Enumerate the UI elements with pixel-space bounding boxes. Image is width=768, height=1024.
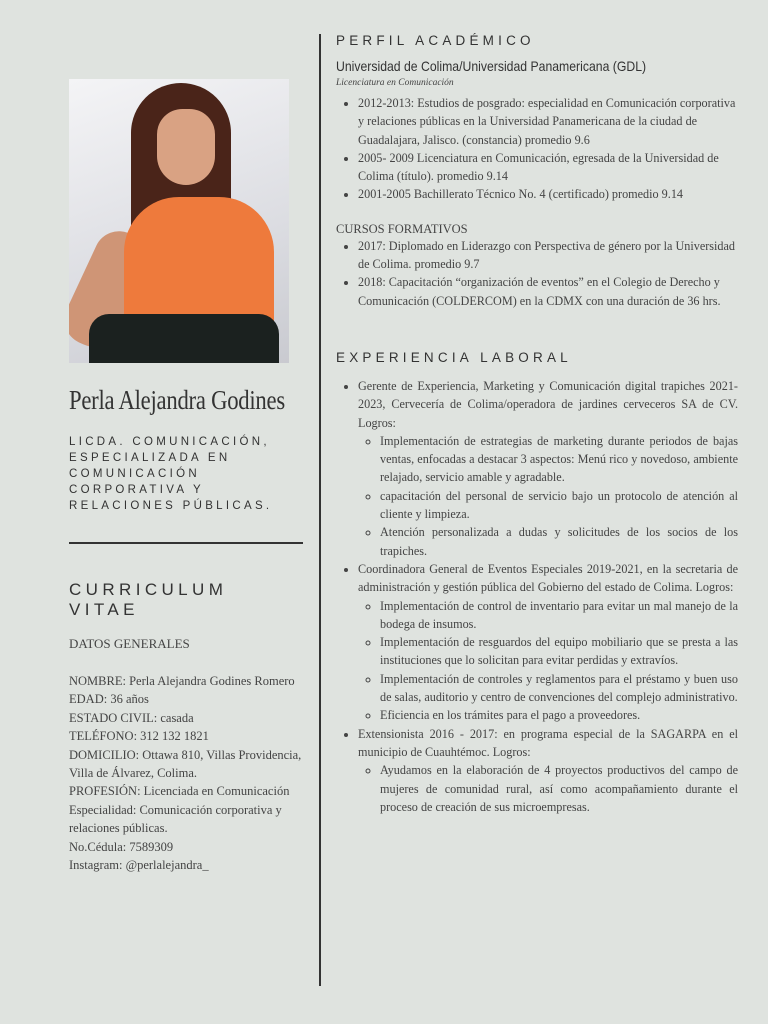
achievement-item: ◦ Implementación de controles y reglamentos para el préstamo y buen uso de salas, auditorio y centro de convenciones del complejo administrativo. xyxy=(380,670,738,707)
achievement-item: ◦ Implementación de resguardos del equipo mobiliario que se presta a las instituciones que lo solicitan para evitar perdidas y extravíos. xyxy=(380,633,738,670)
left-column xyxy=(69,79,305,874)
achievements-list xyxy=(358,761,738,816)
info-line: Instagram: @perlalejandra_ xyxy=(69,858,209,873)
profile-photo xyxy=(69,79,289,363)
achievement-item: ◦ Implementación de estrategias de marketing durante periodos de bajas ventas, enfocadas a destacar 3 aspectos: Menú rico y novedoso, ambiente relajado, servicio amable y agradable. xyxy=(380,432,738,487)
degree-name: Licenciatura en Comunicación xyxy=(336,78,454,88)
academic-heading: PERFIL ACADÉMICO xyxy=(336,33,535,48)
courses-heading: CURSOS FORMATIVOS xyxy=(336,221,468,236)
job-description: Extensionista 2016 - 2017: en programa especial de la SAGARPA en el municipio de Cuauhtémoc. Logros: xyxy=(358,726,738,759)
person-name: Perla Alejandra Godines xyxy=(69,385,285,415)
achievements-list xyxy=(358,432,738,560)
academic-list xyxy=(336,94,738,204)
info-line: DOMICILIO: Ottawa 810, Villas Providencia, Villa de Álvarez, Colima. xyxy=(69,747,302,781)
job-item xyxy=(358,377,738,560)
achievement-item: ◦ capacitación del personal de servicio bajo un protocolo de atención al cliente y limpieza. xyxy=(380,487,738,524)
general-data-heading: DATOS GENERALES xyxy=(69,636,190,651)
info-line: NOMBRE: Perla Alejandra Godines Romero xyxy=(69,674,295,688)
achievement-item: ◦ Implementación de control de inventario para evitar un mal manejo de la bodega de insumos. xyxy=(380,597,738,634)
list-item: • 2001-2005 Bachillerato Técnico No. 4 (certificado) promedio 9.14 xyxy=(358,185,738,203)
info-line: ESTADO CIVIL: casada xyxy=(69,710,194,725)
general-info xyxy=(69,672,305,874)
list-item: • 2018: Capacitación “organización de eventos” en el Colegio de Derecho y Comunicación (COLDERCOM) en la CDMX con una duración de 36 hrs. xyxy=(358,273,738,310)
achievement-item: ◦ Ayudamos en la elaboración de 4 proyectos productivos del campo de mujeres de comunidad rural, así como acompañamiento durante el proceso de creación de sus microempresas. xyxy=(380,761,738,816)
info-line: No.Cédula: 7589309 xyxy=(69,839,174,854)
info-line: PROFESIÓN: Licenciada en Comunicación xyxy=(69,784,290,799)
experience-heading: EXPERIENCIA LABORAL xyxy=(336,349,572,365)
list-item: • 2012-2013: Estudios de posgrado: especialidad en Comunicación corporativa y relaciones públicas en la Universidad Panamericana de la ciudad de Guadalajara, Jalisco. (constancia) promedio 9.6 xyxy=(358,94,738,149)
job-item xyxy=(358,560,738,725)
info-line: Especialidad: Comunicación corporativa y relaciones públicas. xyxy=(69,802,282,836)
profession-title: LICDA. COMUNICACIÓN, ESPECIALIZADA EN COMUNICACIÓN CORPORATIVA Y RELACIONES PÚBLICAS. xyxy=(69,436,273,512)
job-description: Gerente de Experiencia, Marketing y Comunicación digital trapiches 2021- 2023, Cervecería de Colima/operadora de jardines cerveceros SA de CV. Logros: xyxy=(358,378,738,430)
vertical-divider xyxy=(319,34,321,986)
info-line: TELÉFONO: 312 132 1821 xyxy=(69,729,209,744)
job-description: Coordinadora General de Eventos Especiales 2019-2021, en la secretaria de administración y gestión pública del Gobierno del estado de Colima. Logros: xyxy=(358,561,738,595)
courses-list xyxy=(336,237,738,310)
achievement-item: ◦ Eficiencia en los trámites para el pago a proveedores. xyxy=(380,706,738,724)
university-name: Universidad de Colima/Universidad Panamericana (GDL) xyxy=(336,59,647,74)
info-line: EDAD: 36 años xyxy=(69,692,149,707)
cv-title: CURRICULUM VITAE xyxy=(69,580,228,619)
achievement-item: ◦ Atención personalizada a dudas y solicitudes de los socios de los trapiches. xyxy=(380,523,738,560)
experience-list xyxy=(336,377,738,816)
job-item xyxy=(358,725,738,816)
right-column xyxy=(336,33,738,816)
list-item: • 2017: Diplomado en Liderazgo con Perspectiva de género por la Universidad de Colima. promedio 9.7 xyxy=(358,237,738,274)
achievements-list xyxy=(358,597,738,725)
list-item: • 2005- 2009 Licenciatura en Comunicación, egresada de la Universidad de Colima (título). promedio 9.14 xyxy=(358,149,738,186)
divider xyxy=(69,542,303,544)
